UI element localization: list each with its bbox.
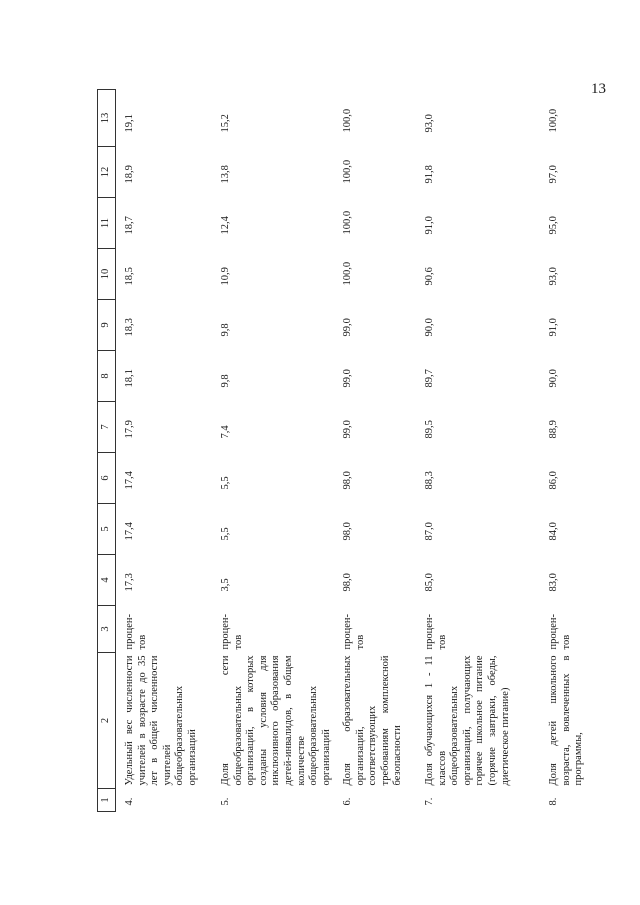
unit-cell: процен-тов <box>220 613 244 650</box>
value-cell: 99,0 <box>342 369 353 388</box>
unit-cell: процен-тов <box>342 613 366 650</box>
value-cell: 18,3 <box>124 318 135 337</box>
value-cell: 88,3 <box>424 471 435 490</box>
value-cell: 9,8 <box>220 374 231 388</box>
value-cell: 18,1 <box>124 369 135 388</box>
row-number: 4. <box>124 797 135 806</box>
page-number: 13 <box>591 81 606 97</box>
column-header: 8 <box>98 351 116 402</box>
value-cell: 5,5 <box>220 476 231 490</box>
table-row <box>416 90 540 812</box>
value-cell: 18,9 <box>124 165 135 184</box>
value-cell: 86,0 <box>548 471 559 490</box>
value-cell: 3,5 <box>220 578 231 592</box>
column-header: 12 <box>98 147 116 198</box>
value-cell: 12,4 <box>220 216 231 235</box>
column-header: 5 <box>98 504 116 555</box>
table-row <box>212 90 334 812</box>
value-cell: 100,0 <box>342 210 353 235</box>
indicator-name: Доля образовательных организаций, соответствующих требованиям комплексной безопасности <box>342 655 404 786</box>
indicator-name: Доля обучающихся 1 - 11 классов общеобразовательных организаций, получающих горячее школьное питание (горячие завтраки, обеды, диетическое питание) <box>424 655 511 786</box>
value-cell: 19,1 <box>124 114 135 133</box>
value-cell: 90,6 <box>424 267 435 286</box>
value-cell: 95,0 <box>548 216 559 235</box>
value-cell: 93,0 <box>548 267 559 286</box>
value-cell: 17,3 <box>124 573 135 592</box>
value-cell: 89,7 <box>424 369 435 388</box>
header-row <box>98 90 116 812</box>
value-cell: 17,4 <box>124 522 135 541</box>
value-cell: 91,8 <box>424 165 435 184</box>
value-cell: 18,7 <box>124 216 135 235</box>
value-cell: 97,0 <box>548 165 559 184</box>
value-cell: 100,0 <box>342 108 353 133</box>
column-header: 10 <box>98 249 116 300</box>
unit-cell: процен-тов <box>424 613 448 650</box>
value-cell: 9,8 <box>220 323 231 337</box>
value-cell: 7,4 <box>220 425 231 439</box>
indicators-table <box>97 89 588 812</box>
value-cell: 10,9 <box>220 267 231 286</box>
value-cell: 84,0 <box>548 522 559 541</box>
value-cell: 98,0 <box>342 471 353 490</box>
column-header: 7 <box>98 402 116 453</box>
value-cell: 100,0 <box>342 159 353 184</box>
table-row <box>540 90 588 812</box>
value-cell: 15,2 <box>220 114 231 133</box>
row-number: 5. <box>220 797 231 806</box>
value-cell: 90,0 <box>424 318 435 337</box>
column-header: 3 <box>98 606 116 653</box>
column-header: 4 <box>98 555 116 606</box>
value-cell: 13,8 <box>220 165 231 184</box>
value-cell: 17,9 <box>124 420 135 439</box>
table-row <box>334 90 416 812</box>
value-cell: 100,0 <box>548 108 559 133</box>
value-cell: 100,0 <box>342 261 353 286</box>
value-cell: 5,5 <box>220 527 231 541</box>
value-cell: 87,0 <box>424 522 435 541</box>
row-number: 7. <box>424 797 435 806</box>
indicator-name: Удельный вес численности учителей в возрасте до 35 лет в общей численности учителей общеобразовательных организаций <box>124 655 198 786</box>
column-header: 1 <box>98 789 116 812</box>
rotated-table-container <box>97 90 585 812</box>
unit-cell: процен-тов <box>548 613 572 650</box>
row-number: 8. <box>548 797 559 806</box>
value-cell: 99,0 <box>342 318 353 337</box>
column-header: 11 <box>98 198 116 249</box>
value-cell: 99,0 <box>342 420 353 439</box>
value-cell: 83,0 <box>548 573 559 592</box>
value-cell: 91,0 <box>424 216 435 235</box>
column-header: 9 <box>98 300 116 351</box>
value-cell: 18,5 <box>124 267 135 286</box>
column-header: 13 <box>98 90 116 147</box>
indicator-name: Доля сети общеобразовательных организаций, в которых созданы условия для инклюзивного образования детей-инвалидов, в общем количестве общеобразовательных организаций <box>220 655 332 786</box>
value-cell: 85,0 <box>424 573 435 592</box>
value-cell: 17,4 <box>124 471 135 490</box>
table-row <box>116 90 213 812</box>
unit-cell: процен-тов <box>124 613 148 650</box>
value-cell: 88,9 <box>548 420 559 439</box>
indicator-name: Доля детей школьного возраста, вовлеченных в программы, <box>548 655 585 786</box>
value-cell: 90,0 <box>548 369 559 388</box>
value-cell: 89,5 <box>424 420 435 439</box>
value-cell: 98,0 <box>342 522 353 541</box>
value-cell: 98,0 <box>342 573 353 592</box>
column-header: 2 <box>98 653 116 789</box>
row-number: 6. <box>342 797 353 806</box>
value-cell: 91,0 <box>548 318 559 337</box>
column-header: 6 <box>98 453 116 504</box>
value-cell: 93,0 <box>424 114 435 133</box>
